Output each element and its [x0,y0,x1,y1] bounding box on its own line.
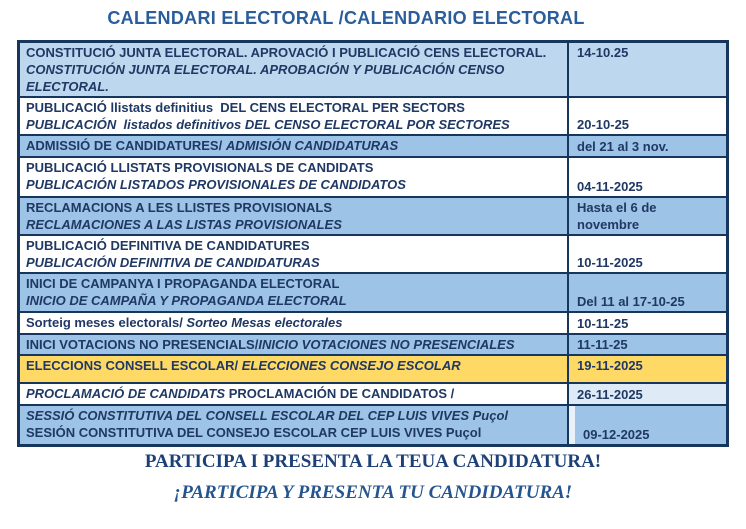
event-line [26,424,563,441]
date-text: Hasta el 6 de novembre [577,200,661,232]
event-line [26,237,563,254]
event-text-segment: ADMISSIÓ DE CANDIDATURES/ [26,138,226,153]
event-text-segment: INICI DE CAMPANYA I PROPAGANDA ELECTORAL [26,276,340,291]
table-row [20,234,726,272]
event-line [26,275,563,292]
date-cell [567,335,726,354]
event-cell [20,136,567,156]
date-cell [567,158,726,196]
event-text-segment: ELECCIONES CONSEJO ESCOLAR [241,358,461,373]
event-line [26,292,563,309]
table-row [20,96,726,134]
table-row [20,156,726,196]
event-line [26,357,563,374]
date-cell [567,98,726,134]
event-text-segment: PUBLICACIÓ llistats definitius DEL CENS ELECTORAL PER SECTORS [26,100,465,115]
event-line [26,176,563,193]
event-line [26,116,563,133]
event-line [26,336,563,353]
event-text-segment: INICI VOTACIONS NO PRESENCIALS/ [26,337,259,352]
table-row [20,311,726,333]
event-cell [20,406,567,444]
date-text: Del 11 al 17-10-25 [577,294,685,309]
date-text: 10-11-2025 [577,255,643,270]
event-line [26,199,563,216]
event-line [26,44,563,61]
table-row [20,272,726,311]
event-cell [20,158,567,196]
event-cell [20,43,567,96]
date-cell [567,198,726,234]
date-cell [567,356,726,382]
event-line [26,216,563,233]
event-text-segment: CONSTITUCIÓN JUNTA ELECTORAL. APROBACIÓN Y PUBLICACIÓN CENSO ELECTORAL. [26,62,509,94]
event-line [26,61,563,95]
date-text: 20-10-25 [577,117,630,132]
table-row [20,134,726,156]
date-text: 09-12-2025 [583,427,650,442]
event-text-segment: PROCLAMACIÓN DE CANDIDATOS / [228,386,455,401]
event-text-segment: Sorteo Mesas electorales [186,315,343,330]
event-text-segment: RECLAMACIONS A LES LLISTES PROVISIONALS [26,200,333,215]
date-text: 04-11-2025 [577,179,643,194]
table-row [20,404,726,444]
event-line [26,99,563,116]
table-row [20,333,726,354]
date-text: 19-11-2025 [577,358,643,373]
event-text-segment: CONSTITUCIÓ JUNTA ELECTORAL. APROVACIÓ I PUBLICACIÓ CENS ELECTORAL. [26,45,547,60]
event-text-segment: ADMISIÓN CANDIDATURAS [225,138,399,153]
table-row [20,43,726,96]
table-row [20,382,726,404]
event-line [26,314,563,331]
event-cell [20,313,567,333]
event-text-segment: PROCLAMACIÓ DE CANDIDATS [26,386,229,401]
event-text-segment: PUBLICACIÓ LLISTATS PROVISIONALS DE CANDIDATS [26,160,374,175]
date-text: 10-11-25 [577,315,629,331]
event-text-segment: INICIO VOTACIONES NO PRESENCIALES [258,337,515,352]
date-cell [567,406,726,444]
event-line [26,159,563,176]
date-text: 14-10.25 [577,45,629,60]
event-text-segment: SESSIÓ CONSTITUTIVA DEL CONSELL ESCOLAR DEL CEP LUIS VIVES Puçol [26,408,509,423]
electoral-table [17,40,729,447]
event-line [26,254,563,271]
event-text-segment: PUBLICACIÓ DEFINITIVA DE CANDIDATURES [26,238,310,253]
event-cell [20,274,567,311]
date-text: del 21 al 3 nov. [577,138,669,154]
event-text-segment: PUBLICACIÓN listados definitivos DEL CENSO ELECTORAL POR SECTORES [26,117,510,132]
date-cell [567,43,726,96]
table-row [20,354,726,382]
date-cell [567,136,726,156]
event-cell [20,384,567,404]
date-cell [567,236,726,272]
date-cell [567,313,726,333]
event-line [26,137,563,154]
event-cell [20,335,567,354]
event-cell [20,236,567,272]
table-row [20,196,726,234]
event-text-segment: PUBLICACIÓN DEFINITIVA DE CANDIDATURAS [26,255,320,270]
date-cell [567,384,726,404]
event-line [26,407,563,424]
event-text-segment: SESIÓN CONSTITUTIVA DEL CONSEJO ESCOLAR CEP LUIS VIVES Puçol [26,425,482,440]
date-cell [567,274,726,311]
event-cell [20,98,567,134]
event-cell [20,198,567,234]
event-text-segment: ELECCIONS CONSELL ESCOLAR/ [26,358,242,373]
event-cell [20,356,567,382]
event-line [26,385,563,402]
date-text: 26-11-2025 [577,386,643,402]
event-text-segment: Sorteig meses electorals/ [26,315,187,330]
event-text-segment: INICIO DE CAMPAÑA Y PROPAGANDA ELECTORAL [26,293,347,308]
date-text: 11-11-25 [577,337,628,352]
event-text-segment: RECLAMACIONES A LAS LISTAS PROVISIONALES [26,217,342,232]
page-title: CALENDARI ELECTORAL /CALENDARIO ELECTORAL [107,8,585,28]
footer-cta-line1: PARTICIPA I PRESENTA LA TEUA CANDIDATURA! [144,451,602,472]
event-text-segment: PUBLICACIÓN LISTADOS PROVISIONALES DE CANDIDATOS [26,177,406,192]
footer-cta-line2: ¡PARTICIPA Y PRESENTA TU CANDIDATURA! [173,482,573,503]
